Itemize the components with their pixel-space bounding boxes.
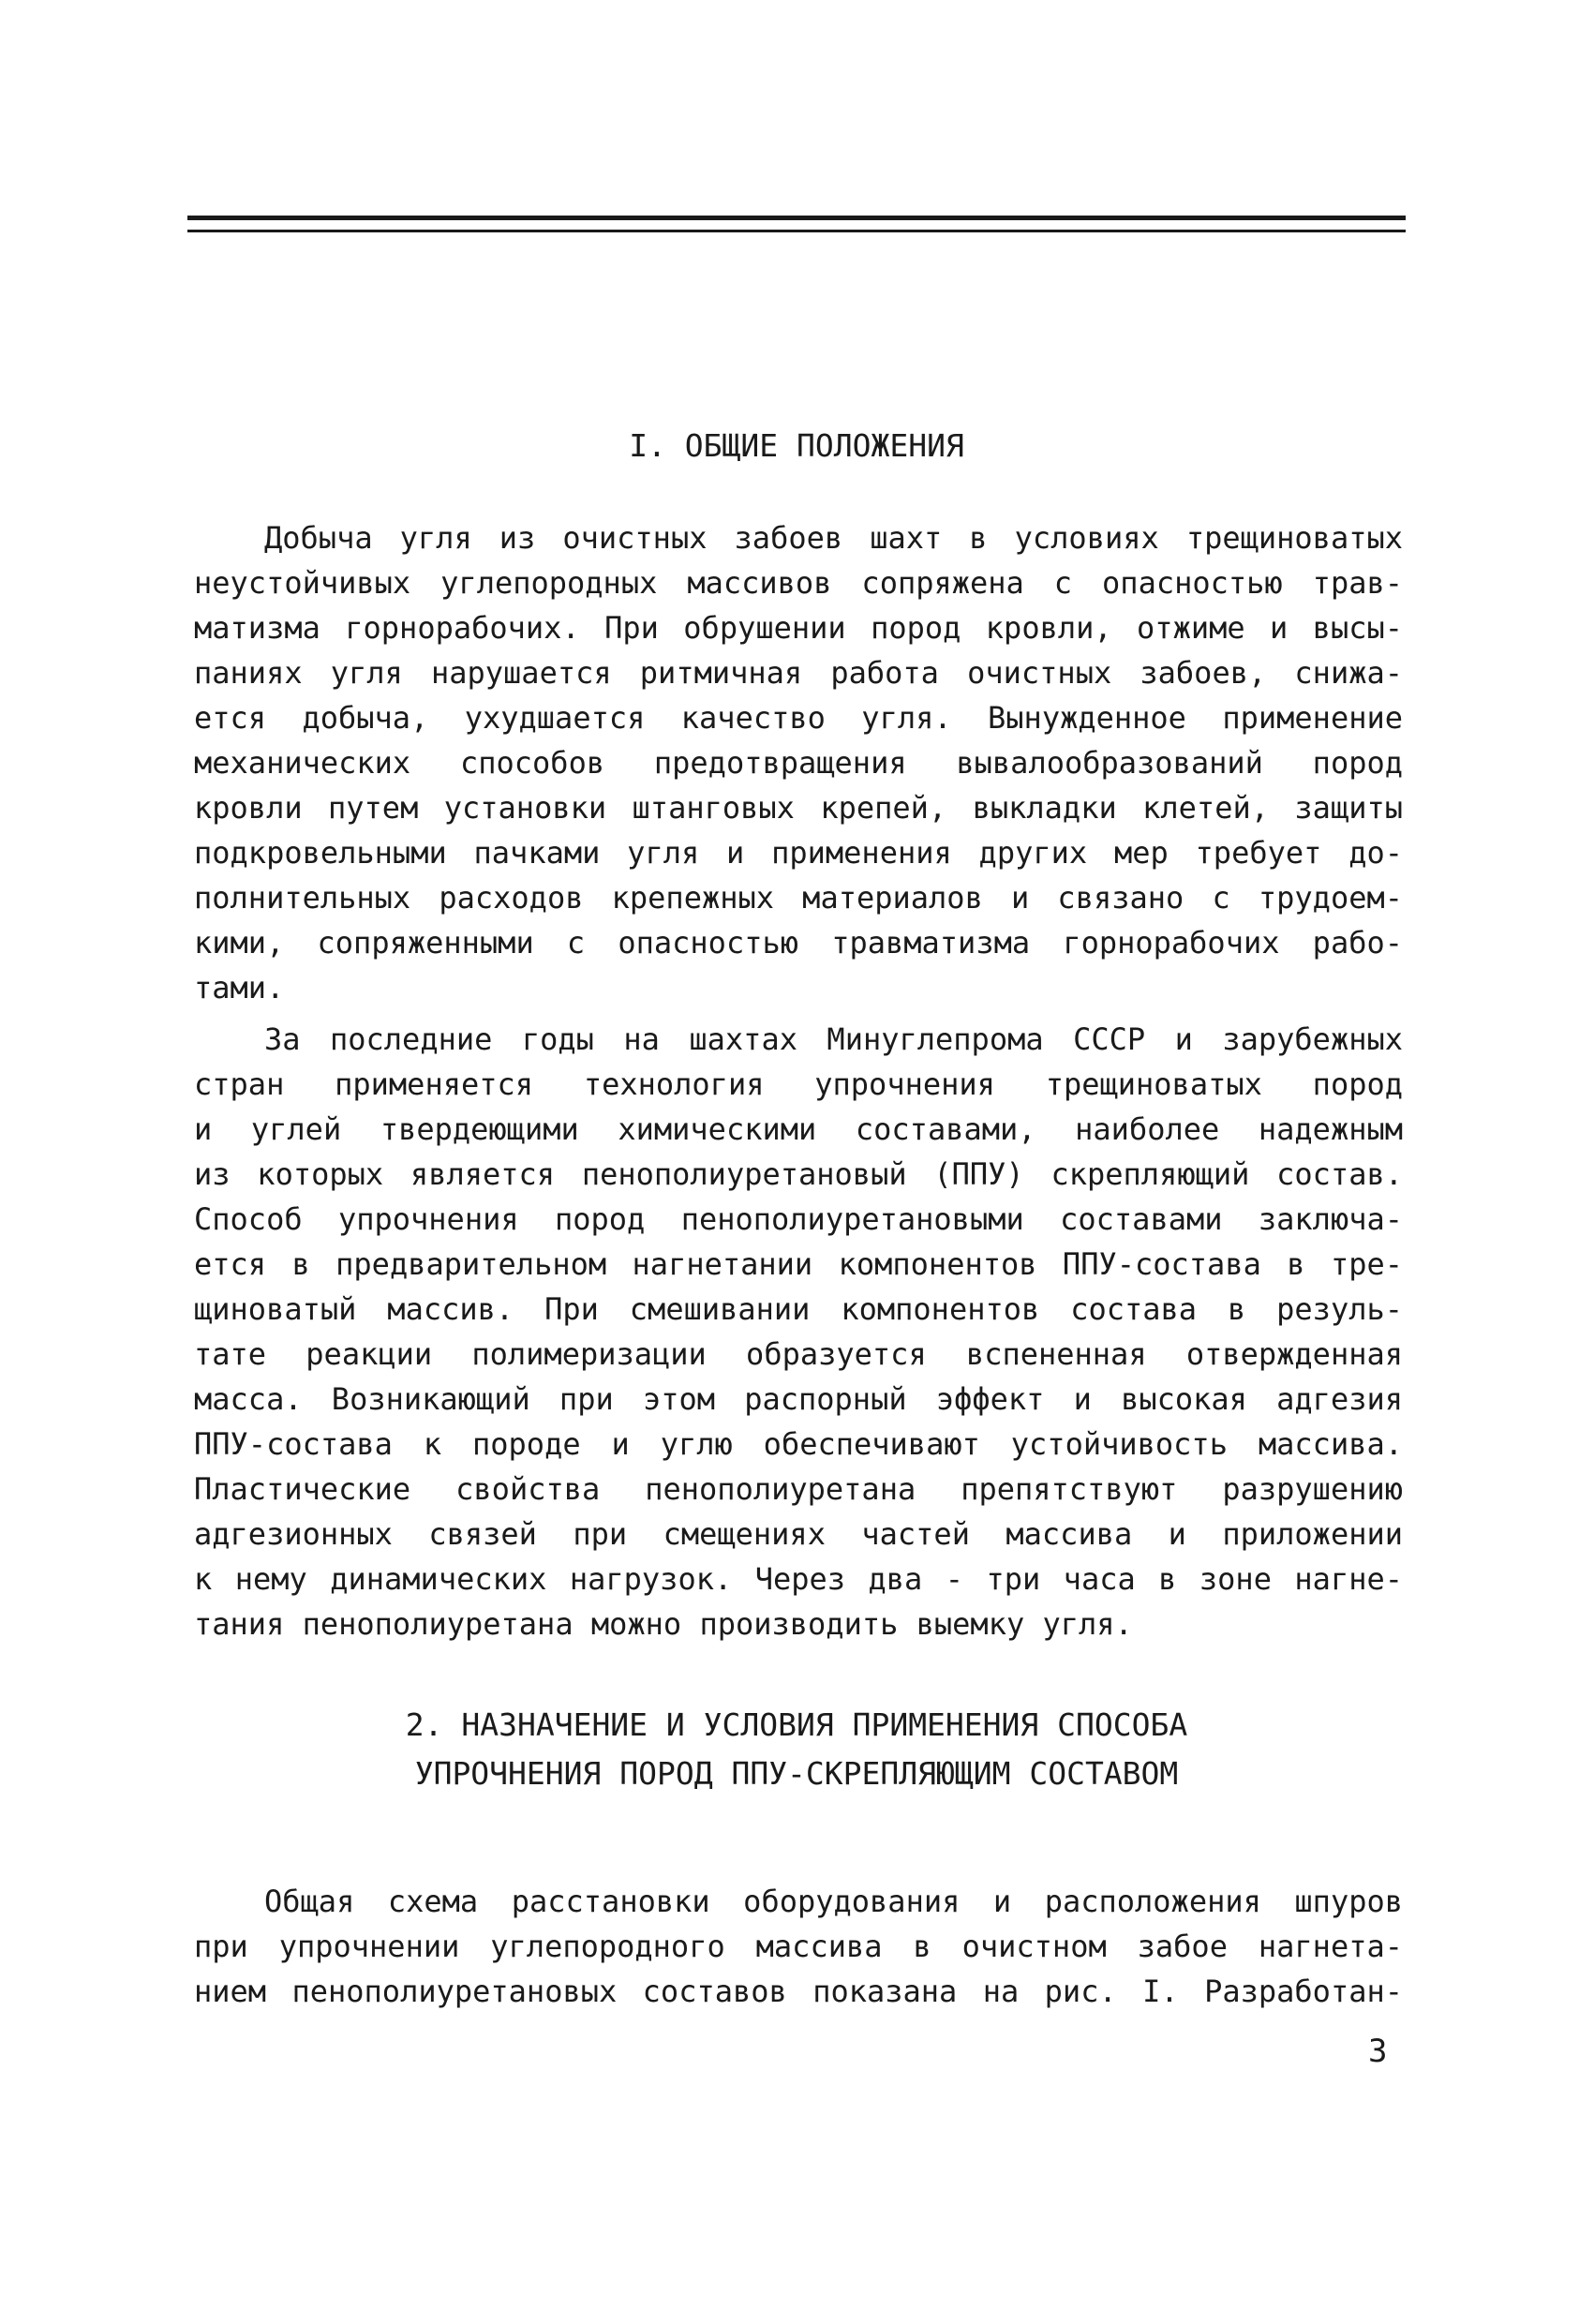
page-number: 3 bbox=[1368, 2033, 1388, 2070]
section-1-heading: I. ОБЩИЕ ПОЛОЖЕНИЯ bbox=[629, 427, 964, 464]
text-line: неустойчивых углепородных массивов сопряжена с опасностью трав- bbox=[194, 565, 1403, 601]
header-rule-thick bbox=[187, 216, 1406, 220]
text-line: стран применяется технология упрочнения трещиноватых пород bbox=[194, 1066, 1403, 1102]
text-line: к нему динамических нагрузок. Через два - три часа в зоне нагне- bbox=[194, 1561, 1403, 1597]
header-rule-thin bbox=[187, 230, 1406, 232]
text-line: механических способов предотвращения вывалообразований пород bbox=[194, 745, 1403, 781]
text-line: и углей твердеющими химическими составами, наиболее надежным bbox=[194, 1111, 1403, 1147]
text-line: масса. Возникающий при этом распорный эффект и высокая адгезия bbox=[194, 1381, 1403, 1417]
section-2-paragraph-1 bbox=[194, 1879, 1403, 2014]
section-1-paragraph-2 bbox=[194, 1017, 1403, 1646]
text-line: ется добыча, ухудшается качество угля. Вынужденное применение bbox=[194, 700, 1403, 736]
text-line: кровли путем установки штанговых крепей, выкладки клетей, защиты bbox=[194, 790, 1403, 826]
section-1-paragraph-1 bbox=[194, 515, 1403, 1010]
text-line: Пластические свойства пенополиуретана препятствуют разрушению bbox=[194, 1471, 1403, 1507]
text-line: За последние годы на шахтах Минуглепрома СССР и зарубежных bbox=[264, 1021, 1403, 1057]
section-2-heading-line-1: 2. НАЗНАЧЕНИЕ И УСЛОВИЯ ПРИМЕНЕНИЯ СПОСОБА bbox=[405, 1706, 1188, 1743]
text-line: паниях угля нарушается ритмичная работа очистных забоев, снижа- bbox=[194, 655, 1403, 691]
text-line: тате реакции полимеризации образуется вспененная отвержденная bbox=[194, 1336, 1403, 1372]
text-line: адгезионных связей при смещениях частей массива и приложении bbox=[194, 1516, 1403, 1552]
text-line: Общая схема расстановки оборудования и расположения шпуров bbox=[264, 1884, 1403, 1919]
text-line: Добыча угля из очистных забоев шахт в условиях трещиноватых bbox=[264, 520, 1403, 556]
text-line: при упрочнении углепородного массива в очистном забое нагнета- bbox=[194, 1929, 1403, 1964]
text-line: из которых является пенополиуретановый (ППУ) скрепляющий состав. bbox=[194, 1156, 1403, 1192]
text-line: полнительных расходов крепежных материалов и связано с трудоем- bbox=[194, 880, 1403, 916]
text-line: нием пенополиуретановых составов показана на рис. I. Разработан- bbox=[194, 1974, 1403, 2009]
section-2-heading bbox=[187, 1701, 1406, 1798]
text-line: кими, сопряженными с опасностью травматизма горнорабочих рабо- bbox=[194, 925, 1403, 961]
text-line: ППУ-состава к породе и углю обеспечивают устойчивость массива. bbox=[194, 1426, 1403, 1462]
text-line: Способ упрочнения пород пенополиуретановыми составами заключа- bbox=[194, 1201, 1403, 1237]
text-line: ется в предварительном нагнетании компонентов ППУ-состава в тре- bbox=[194, 1246, 1403, 1282]
text-line: тания пенополиуретана можно производить выемку угля. bbox=[194, 1606, 1133, 1642]
text-line: тами. bbox=[194, 970, 285, 1006]
section-2-heading-line-2: УПРОЧНЕНИЯ ПОРОД ППУ-СКРЕПЛЯЮЩИМ СОСТАВОМ bbox=[414, 1755, 1179, 1792]
text-line: щиноватый массив. При смешивании компонентов состава в резуль- bbox=[194, 1291, 1403, 1327]
text-line: подкровельными пачками угля и применения других мер требует до- bbox=[194, 835, 1403, 871]
text-line: матизма горнорабочих. При обрушении пород кровли, отжиме и высы- bbox=[194, 610, 1403, 646]
